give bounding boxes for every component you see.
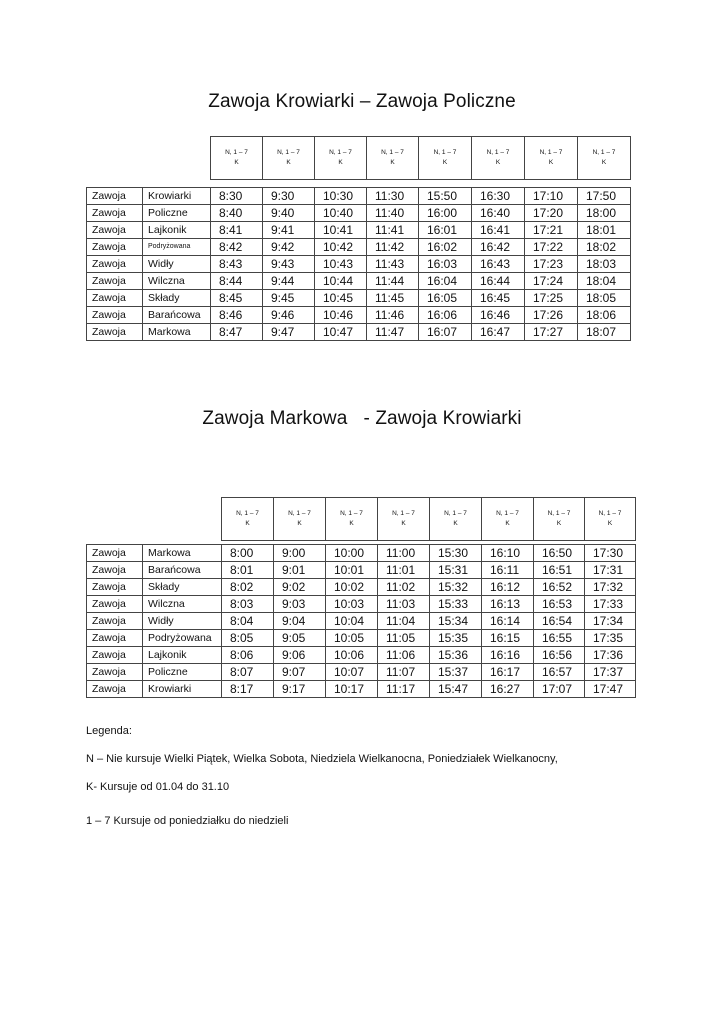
time-cell: 16:12: [482, 579, 534, 596]
table-row: [87, 596, 636, 613]
table-row: [87, 562, 636, 579]
time-cell: 10:06: [326, 647, 378, 664]
town-cell: Zawoja: [87, 545, 143, 562]
table-row: [87, 222, 631, 239]
header-cell: N, 1 – 7 K: [263, 137, 315, 180]
town-cell: Zawoja: [87, 562, 143, 579]
time-cell: 9:30: [263, 188, 315, 205]
town-cell: Zawoja: [87, 664, 143, 681]
time-cell: 15:30: [430, 545, 482, 562]
time-cell: 9:05: [274, 630, 326, 647]
header-cell: N, 1 – 7 K: [534, 498, 585, 541]
time-cell: 17:33: [585, 596, 636, 613]
time-cell: 9:00: [274, 545, 326, 562]
time-cell: 9:47: [263, 324, 315, 341]
time-cell: 11:07: [378, 664, 430, 681]
time-cell: 16:15: [482, 630, 534, 647]
time-cell: 16:02: [419, 239, 472, 256]
time-cell: 16:27: [482, 681, 534, 698]
legend-k: K- Kursuje od 01.04 do 31.10: [86, 781, 230, 793]
header-cell: N, 1 – 7 K: [472, 137, 525, 180]
time-cell: 11:47: [367, 324, 419, 341]
time-cell: 16:00: [419, 205, 472, 222]
time-cell: 8:42: [211, 239, 263, 256]
time-cell: 11:06: [378, 647, 430, 664]
time-cell: 15:33: [430, 596, 482, 613]
town-cell: Zawoja: [87, 273, 143, 290]
time-cell: 16:42: [472, 239, 525, 256]
legend-days: 1 – 7 Kursuje od poniedziałku do niedzieli: [86, 815, 289, 827]
stop-cell: Lajkonik: [143, 647, 222, 664]
time-cell: 17:34: [585, 613, 636, 630]
header-cell: N, 1 – 7 K: [482, 498, 534, 541]
time-cell: 16:06: [419, 307, 472, 324]
time-cell: 9:01: [274, 562, 326, 579]
town-cell: Zawoja: [87, 307, 143, 324]
table-row: [87, 205, 631, 222]
time-cell: 18:07: [578, 324, 631, 341]
time-cell: 16:13: [482, 596, 534, 613]
time-cell: 17:23: [525, 256, 578, 273]
header-row: [211, 137, 631, 180]
town-cell: Zawoja: [87, 188, 143, 205]
timetable-2: [86, 544, 636, 698]
time-cell: 16:14: [482, 613, 534, 630]
header-cell: N, 1 – 7 K: [525, 137, 578, 180]
stop-cell: Markowa: [143, 545, 222, 562]
time-cell: 8:05: [222, 630, 274, 647]
time-cell: 8:07: [222, 664, 274, 681]
time-cell: 16:30: [472, 188, 525, 205]
time-cell: 17:32: [585, 579, 636, 596]
town-cell: Zawoja: [87, 239, 143, 256]
time-cell: 15:34: [430, 613, 482, 630]
time-cell: 16:55: [534, 630, 585, 647]
header-cell: N, 1 – 7 K: [274, 498, 326, 541]
time-cell: 10:41: [315, 222, 367, 239]
time-cell: 9:17: [274, 681, 326, 698]
time-cell: 16:51: [534, 562, 585, 579]
time-cell: 10:30: [315, 188, 367, 205]
time-cell: 10:01: [326, 562, 378, 579]
time-cell: 11:45: [367, 290, 419, 307]
stop-cell: Widły: [143, 256, 211, 273]
town-cell: Zawoja: [87, 613, 143, 630]
time-cell: 16:01: [419, 222, 472, 239]
time-cell: 16:16: [482, 647, 534, 664]
town-cell: Zawoja: [87, 579, 143, 596]
table-row: [87, 613, 636, 630]
time-cell: 17:22: [525, 239, 578, 256]
time-cell: 17:50: [578, 188, 631, 205]
time-cell: 17:20: [525, 205, 578, 222]
time-cell: 9:07: [274, 664, 326, 681]
stop-cell: Składy: [143, 290, 211, 307]
table-row: [87, 579, 636, 596]
time-cell: 8:17: [222, 681, 274, 698]
stop-cell: Barańcowa: [143, 562, 222, 579]
time-cell: 9:04: [274, 613, 326, 630]
stop-cell: Krowiarki: [143, 188, 211, 205]
table-row: [87, 664, 636, 681]
time-cell: 17:21: [525, 222, 578, 239]
header-cell: N, 1 – 7 K: [326, 498, 378, 541]
time-cell: 16:41: [472, 222, 525, 239]
time-cell: 18:04: [578, 273, 631, 290]
stop-cell: Widły: [143, 613, 222, 630]
stop-cell: Policzne: [143, 205, 211, 222]
timetable-1: [86, 187, 631, 341]
time-cell: 16:11: [482, 562, 534, 579]
time-cell: 17:47: [585, 681, 636, 698]
time-cell: 17:30: [585, 545, 636, 562]
time-cell: 16:10: [482, 545, 534, 562]
time-cell: 11:17: [378, 681, 430, 698]
time-cell: 10:07: [326, 664, 378, 681]
time-cell: 15:47: [430, 681, 482, 698]
header-cell: N, 1 – 7 K: [367, 137, 419, 180]
table-row: [87, 630, 636, 647]
time-cell: 11:42: [367, 239, 419, 256]
time-cell: 15:31: [430, 562, 482, 579]
time-cell: 10:44: [315, 273, 367, 290]
time-cell: 10:46: [315, 307, 367, 324]
time-cell: 16:17: [482, 664, 534, 681]
time-cell: 17:25: [525, 290, 578, 307]
town-cell: Zawoja: [87, 647, 143, 664]
time-cell: 16:46: [472, 307, 525, 324]
time-cell: 9:41: [263, 222, 315, 239]
time-cell: 11:03: [378, 596, 430, 613]
time-cell: 10:40: [315, 205, 367, 222]
header-cell: N, 1 – 7 K: [222, 498, 274, 541]
time-cell: 16:44: [472, 273, 525, 290]
time-cell: 8:45: [211, 290, 263, 307]
header-cell: N, 1 – 7 K: [578, 137, 631, 180]
stop-cell: Wilczna: [143, 273, 211, 290]
time-cell: 10:42: [315, 239, 367, 256]
table-row: [87, 273, 631, 290]
time-cell: 16:45: [472, 290, 525, 307]
stop-cell: Krowiarki: [143, 681, 222, 698]
time-cell: 17:10: [525, 188, 578, 205]
time-cell: 9:06: [274, 647, 326, 664]
timetable-1-title: Zawoja Krowiarki – Zawoja Policzne: [208, 91, 516, 112]
time-cell: 18:01: [578, 222, 631, 239]
time-cell: 9:42: [263, 239, 315, 256]
header-cell: N, 1 – 7 K: [585, 498, 636, 541]
time-cell: 15:35: [430, 630, 482, 647]
header-cell: N, 1 – 7 K: [378, 498, 430, 541]
time-cell: 8:04: [222, 613, 274, 630]
time-cell: 16:43: [472, 256, 525, 273]
town-cell: Zawoja: [87, 256, 143, 273]
time-cell: 16:47: [472, 324, 525, 341]
town-cell: Zawoja: [87, 290, 143, 307]
time-cell: 16:07: [419, 324, 472, 341]
stop-cell: Wilczna: [143, 596, 222, 613]
time-cell: 10:00: [326, 545, 378, 562]
time-cell: 8:01: [222, 562, 274, 579]
time-cell: 17:36: [585, 647, 636, 664]
table-row: [87, 545, 636, 562]
time-cell: 17:07: [534, 681, 585, 698]
time-cell: 10:03: [326, 596, 378, 613]
time-cell: 18:06: [578, 307, 631, 324]
header-row: [222, 498, 636, 541]
time-cell: 8:46: [211, 307, 263, 324]
time-cell: 8:43: [211, 256, 263, 273]
time-cell: 15:50: [419, 188, 472, 205]
time-cell: 11:46: [367, 307, 419, 324]
time-cell: 11:30: [367, 188, 419, 205]
header-cell: N, 1 – 7 K: [430, 498, 482, 541]
legend-n: N – Nie kursuje Wielki Piątek, Wielka Sobota, Niedziela Wielkanocna, Poniedziałek Wielkanocny,: [86, 753, 558, 765]
town-cell: Zawoja: [87, 681, 143, 698]
time-cell: 9:40: [263, 205, 315, 222]
time-cell: 16:52: [534, 579, 585, 596]
time-cell: 11:01: [378, 562, 430, 579]
time-cell: 10:43: [315, 256, 367, 273]
time-cell: 9:45: [263, 290, 315, 307]
timetable-2-header: [221, 497, 636, 541]
time-cell: 18:02: [578, 239, 631, 256]
time-cell: 11:05: [378, 630, 430, 647]
town-cell: Zawoja: [87, 222, 143, 239]
time-cell: 11:43: [367, 256, 419, 273]
time-cell: 9:44: [263, 273, 315, 290]
time-cell: 9:02: [274, 579, 326, 596]
time-cell: 10:02: [326, 579, 378, 596]
town-cell: Zawoja: [87, 596, 143, 613]
time-cell: 8:40: [211, 205, 263, 222]
time-cell: 8:30: [211, 188, 263, 205]
time-cell: 15:32: [430, 579, 482, 596]
time-cell: 8:47: [211, 324, 263, 341]
town-cell: Zawoja: [87, 630, 143, 647]
time-cell: 9:03: [274, 596, 326, 613]
time-cell: 16:56: [534, 647, 585, 664]
stop-cell: Podryżowana: [143, 239, 211, 256]
header-cell: N, 1 – 7 K: [315, 137, 367, 180]
table-row: [87, 188, 631, 205]
time-cell: 17:27: [525, 324, 578, 341]
time-cell: 10:45: [315, 290, 367, 307]
time-cell: 16:53: [534, 596, 585, 613]
time-cell: 16:40: [472, 205, 525, 222]
time-cell: 18:00: [578, 205, 631, 222]
time-cell: 16:57: [534, 664, 585, 681]
town-cell: Zawoja: [87, 205, 143, 222]
time-cell: 10:47: [315, 324, 367, 341]
time-cell: 10:04: [326, 613, 378, 630]
time-cell: 17:35: [585, 630, 636, 647]
timetable-1-header: [210, 136, 631, 180]
stop-cell: Lajkonik: [143, 222, 211, 239]
table-row: [87, 239, 631, 256]
time-cell: 16:04: [419, 273, 472, 290]
time-cell: 17:31: [585, 562, 636, 579]
stop-cell: Policzne: [143, 664, 222, 681]
stop-cell: Markowa: [143, 324, 211, 341]
time-cell: 11:40: [367, 205, 419, 222]
time-cell: 8:41: [211, 222, 263, 239]
table-row: [87, 681, 636, 698]
time-cell: 16:03: [419, 256, 472, 273]
town-cell: Zawoja: [87, 324, 143, 341]
time-cell: 10:17: [326, 681, 378, 698]
legend-title: Legenda:: [86, 725, 132, 737]
time-cell: 16:54: [534, 613, 585, 630]
time-cell: 11:00: [378, 545, 430, 562]
time-cell: 10:05: [326, 630, 378, 647]
time-cell: 11:04: [378, 613, 430, 630]
time-cell: 8:44: [211, 273, 263, 290]
header-cell: N, 1 – 7 K: [211, 137, 263, 180]
time-cell: 16:05: [419, 290, 472, 307]
table-row: [87, 256, 631, 273]
table-row: [87, 290, 631, 307]
time-cell: 18:05: [578, 290, 631, 307]
time-cell: 18:03: [578, 256, 631, 273]
table-row: [87, 324, 631, 341]
time-cell: 11:41: [367, 222, 419, 239]
time-cell: 16:50: [534, 545, 585, 562]
time-cell: 15:36: [430, 647, 482, 664]
time-cell: 11:44: [367, 273, 419, 290]
time-cell: 9:43: [263, 256, 315, 273]
time-cell: 8:02: [222, 579, 274, 596]
stop-cell: Barańcowa: [143, 307, 211, 324]
table-row: [87, 307, 631, 324]
timetable-2-title: Zawoja Markowa - Zawoja Krowiarki: [202, 408, 522, 429]
time-cell: 9:46: [263, 307, 315, 324]
stop-cell: Podryżowana: [143, 630, 222, 647]
time-cell: 8:03: [222, 596, 274, 613]
time-cell: 8:00: [222, 545, 274, 562]
time-cell: 17:37: [585, 664, 636, 681]
time-cell: 17:26: [525, 307, 578, 324]
table-row: [87, 647, 636, 664]
time-cell: 17:24: [525, 273, 578, 290]
time-cell: 8:06: [222, 647, 274, 664]
time-cell: 11:02: [378, 579, 430, 596]
header-cell: N, 1 – 7 K: [419, 137, 472, 180]
time-cell: 15:37: [430, 664, 482, 681]
stop-cell: Składy: [143, 579, 222, 596]
